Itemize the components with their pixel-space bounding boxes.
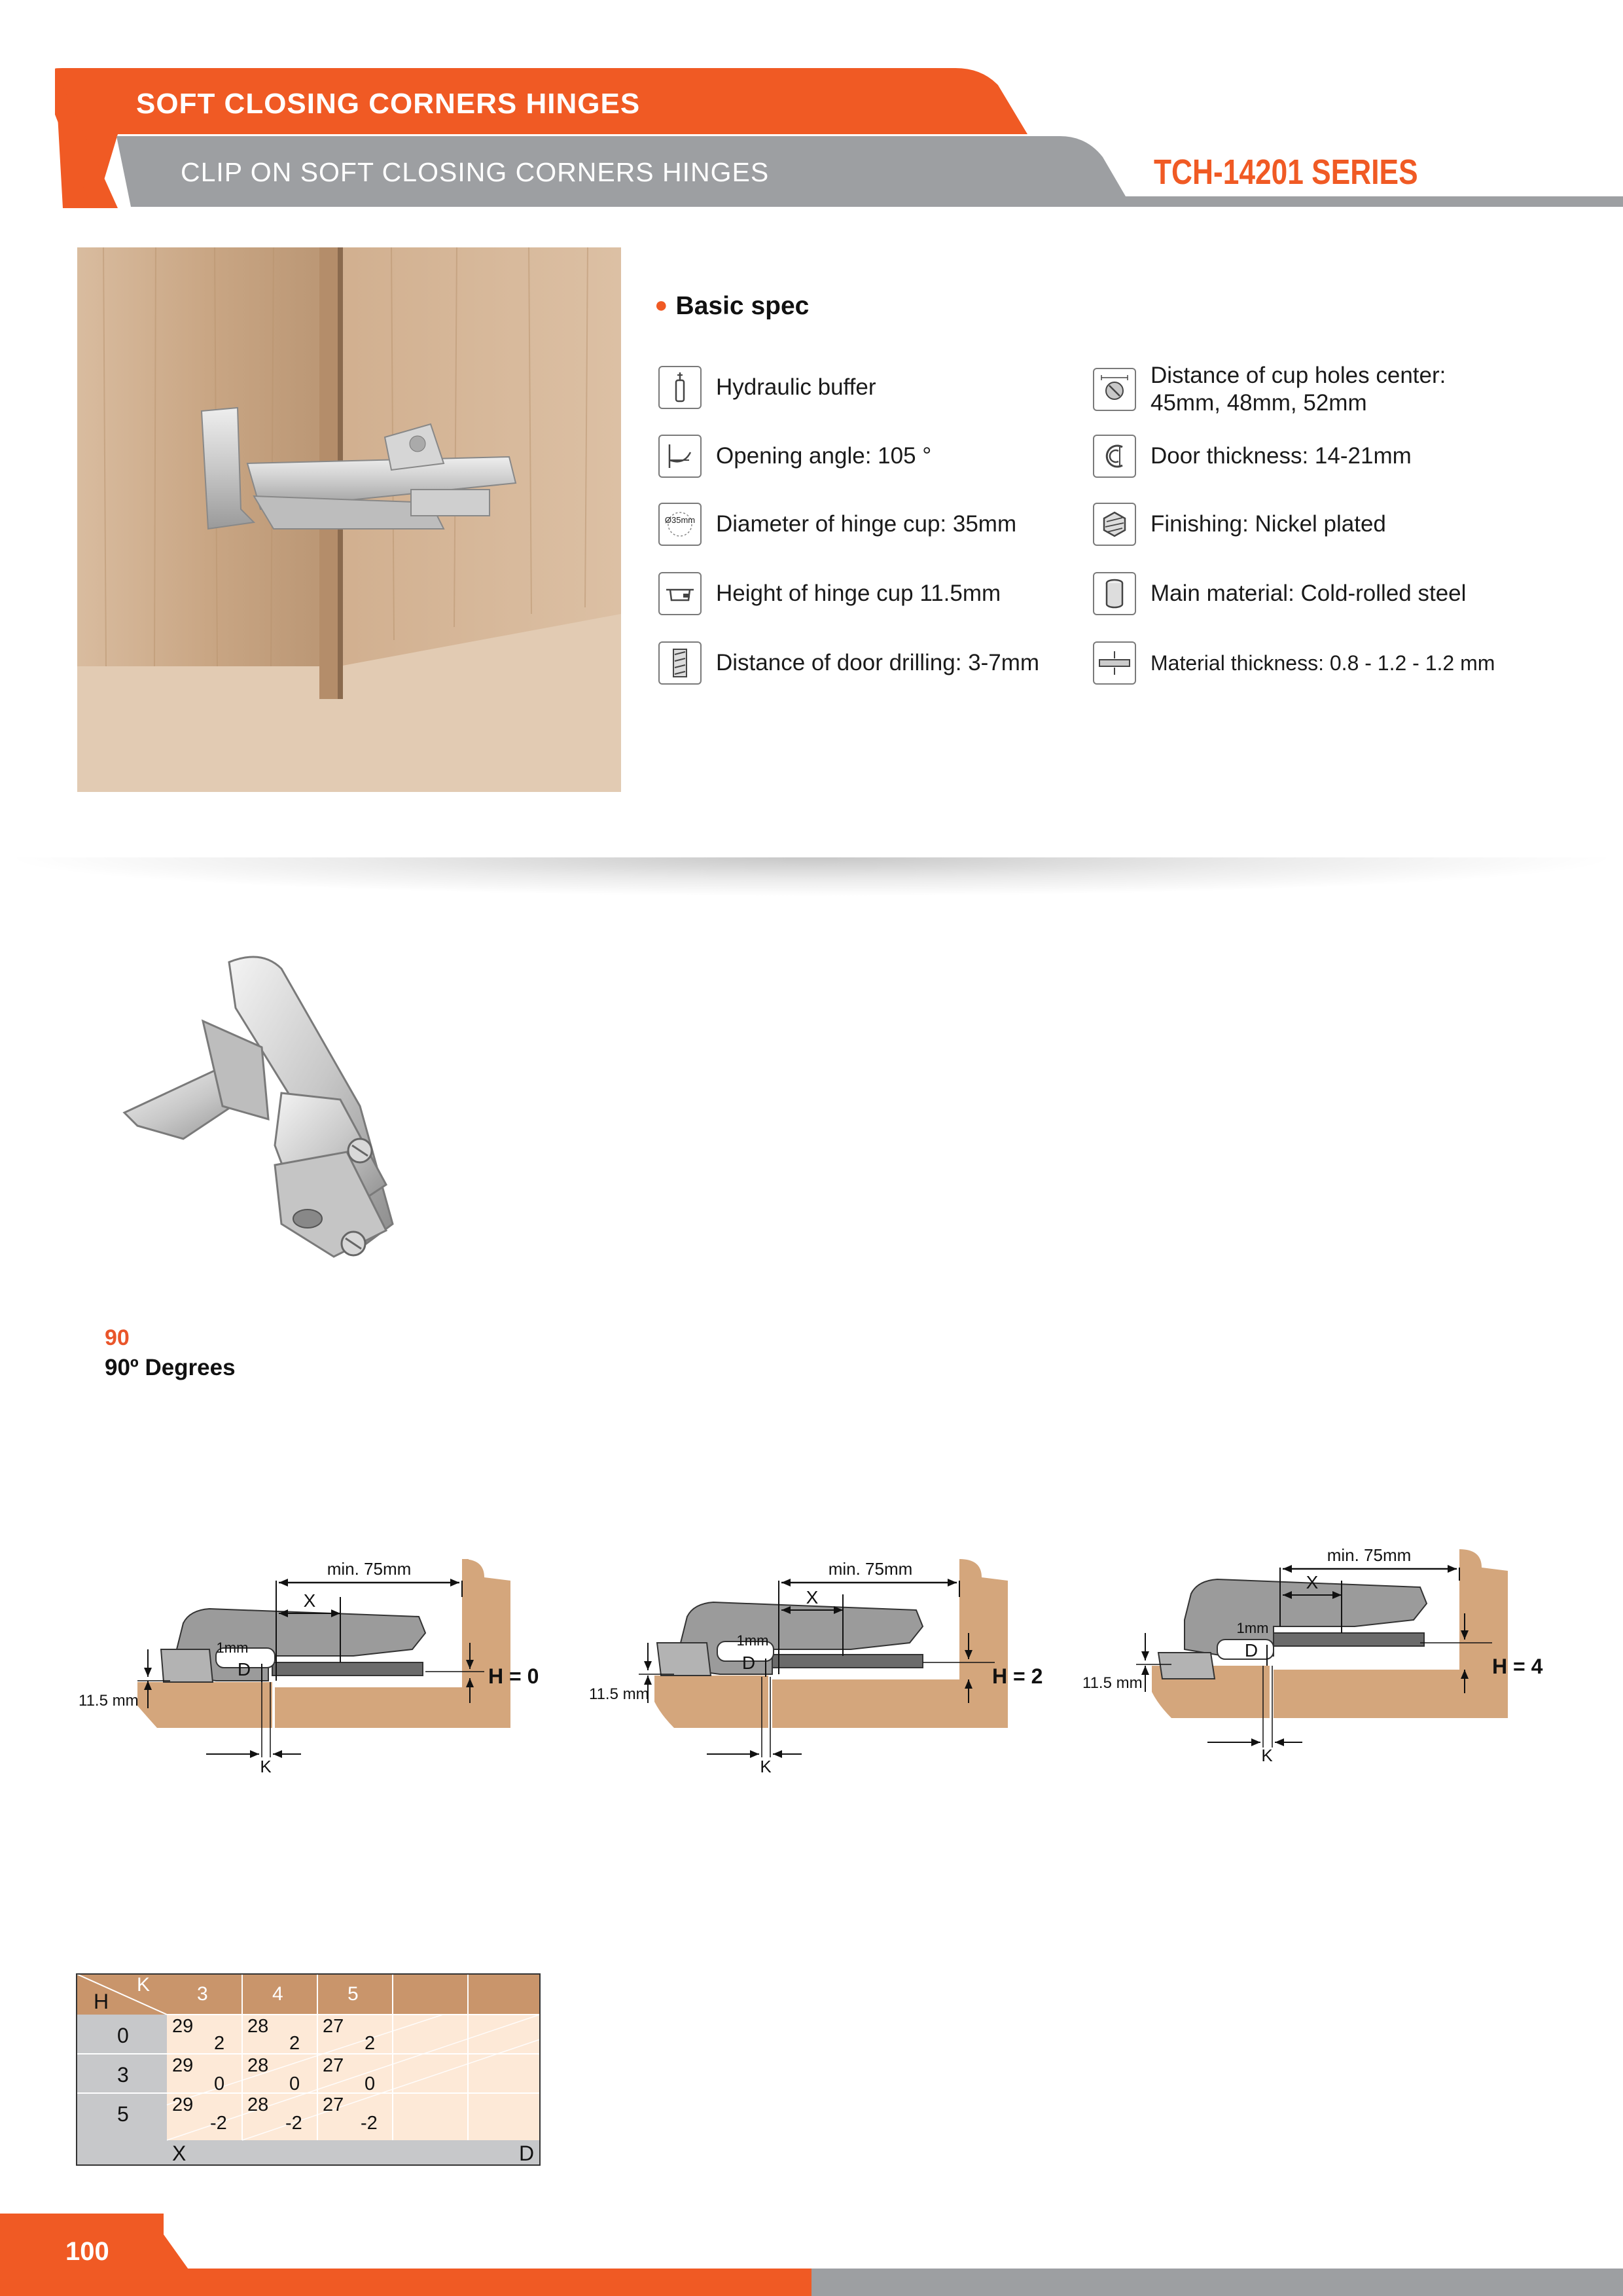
page-subtitle: CLIP ON SOFT CLOSING CORNERS HINGES	[181, 157, 770, 187]
svg-text:D: D	[237, 1659, 251, 1679]
spec-item-main-material: Main material: Cold-rolled steel	[1093, 572, 1466, 615]
spec-item-finishing: Finishing: Nickel plated	[1093, 503, 1386, 546]
mounting-diagram-h4	[1073, 1541, 1558, 1777]
svg-text:H = 4: H = 4	[1492, 1655, 1543, 1678]
footer-band	[0, 2206, 1623, 2296]
door-thickness-icon	[1093, 435, 1136, 478]
product-photo	[77, 247, 621, 792]
svg-text:H = 0: H = 0	[488, 1664, 539, 1688]
section-divider	[0, 857, 1623, 897]
svg-text:K: K	[1261, 1746, 1273, 1765]
material-thickness-icon	[1093, 641, 1136, 685]
spec-item-door-thickness: Door thickness: 14-21mm	[1093, 435, 1412, 478]
svg-text:11.5 mm: 11.5 mm	[589, 1685, 649, 1703]
spec-item-door-drilling: Distance of door drilling: 3-7mm	[658, 641, 1039, 685]
spec-item-cup-holes-center: Distance of cup holes center: 45mm, 48mm, 52mm	[1093, 362, 1446, 417]
hydraulic-buffer-icon	[658, 366, 702, 409]
page-number: 100	[65, 2237, 109, 2266]
spec-item-cup-height: Height of hinge cup 11.5mm	[658, 572, 1001, 615]
finishing-icon	[1093, 503, 1136, 546]
svg-text:H = 2: H = 2	[992, 1664, 1043, 1688]
mounting-diagram-h2	[576, 1551, 1047, 1787]
spec-item-cup-diameter: Ø35mm Diameter of hinge cup: 35mm	[658, 503, 1016, 546]
cup-diameter-icon	[658, 503, 702, 546]
main-material-icon	[1093, 572, 1136, 615]
spec-item-hydraulic-buffer: Hydraulic buffer	[658, 366, 876, 409]
adjustment-table: H K 3 4 5 0 3 5 29 2 28 2 27 2 29 0 28 0 27 0 29 -2 28 -2 27 -2 X D	[77, 1974, 540, 2165]
page-title: SOFT CLOSING CORNERS HINGES	[136, 88, 641, 120]
svg-text:X: X	[303, 1590, 316, 1611]
svg-text:min. 75mm: min. 75mm	[327, 1559, 412, 1579]
svg-text:1mm: 1mm	[1236, 1620, 1269, 1636]
door-drilling-icon	[658, 641, 702, 685]
svg-text:Ø35mm: Ø35mm	[664, 515, 696, 525]
svg-text:D: D	[1244, 1640, 1258, 1660]
svg-text:D: D	[741, 1653, 756, 1673]
spec-item-material-thickness: Material thickness: 0.8 - 1.2 - 1.2 mm	[1093, 641, 1495, 685]
svg-text:X: X	[1306, 1572, 1319, 1592]
mounting-diagram-h0	[72, 1551, 539, 1787]
svg-text:11.5 mm: 11.5 mm	[79, 1692, 139, 1710]
svg-text:1mm: 1mm	[736, 1632, 769, 1649]
opening-angle-icon	[658, 435, 702, 478]
svg-text:X: X	[806, 1587, 819, 1607]
series-label: TCH-14201 SERIES	[1154, 152, 1418, 192]
cup-height-icon	[658, 572, 702, 615]
product-code: 90	[105, 1325, 130, 1350]
svg-text:1mm: 1mm	[216, 1640, 249, 1656]
product-name: 90º Degrees	[105, 1355, 236, 1380]
svg-text:11.5 mm: 11.5 mm	[1082, 1674, 1143, 1692]
spec-item-opening-angle: Opening angle: 105 °	[658, 435, 931, 478]
svg-text:K: K	[260, 1757, 272, 1776]
spec-heading: ● Basic spec	[654, 292, 810, 320]
svg-text:min. 75mm: min. 75mm	[828, 1559, 913, 1579]
cup-holes-center-icon	[1093, 368, 1136, 411]
hinge-product-image	[111, 949, 530, 1342]
svg-text:K: K	[760, 1757, 772, 1776]
svg-text:min. 75mm: min. 75mm	[1327, 1545, 1412, 1565]
